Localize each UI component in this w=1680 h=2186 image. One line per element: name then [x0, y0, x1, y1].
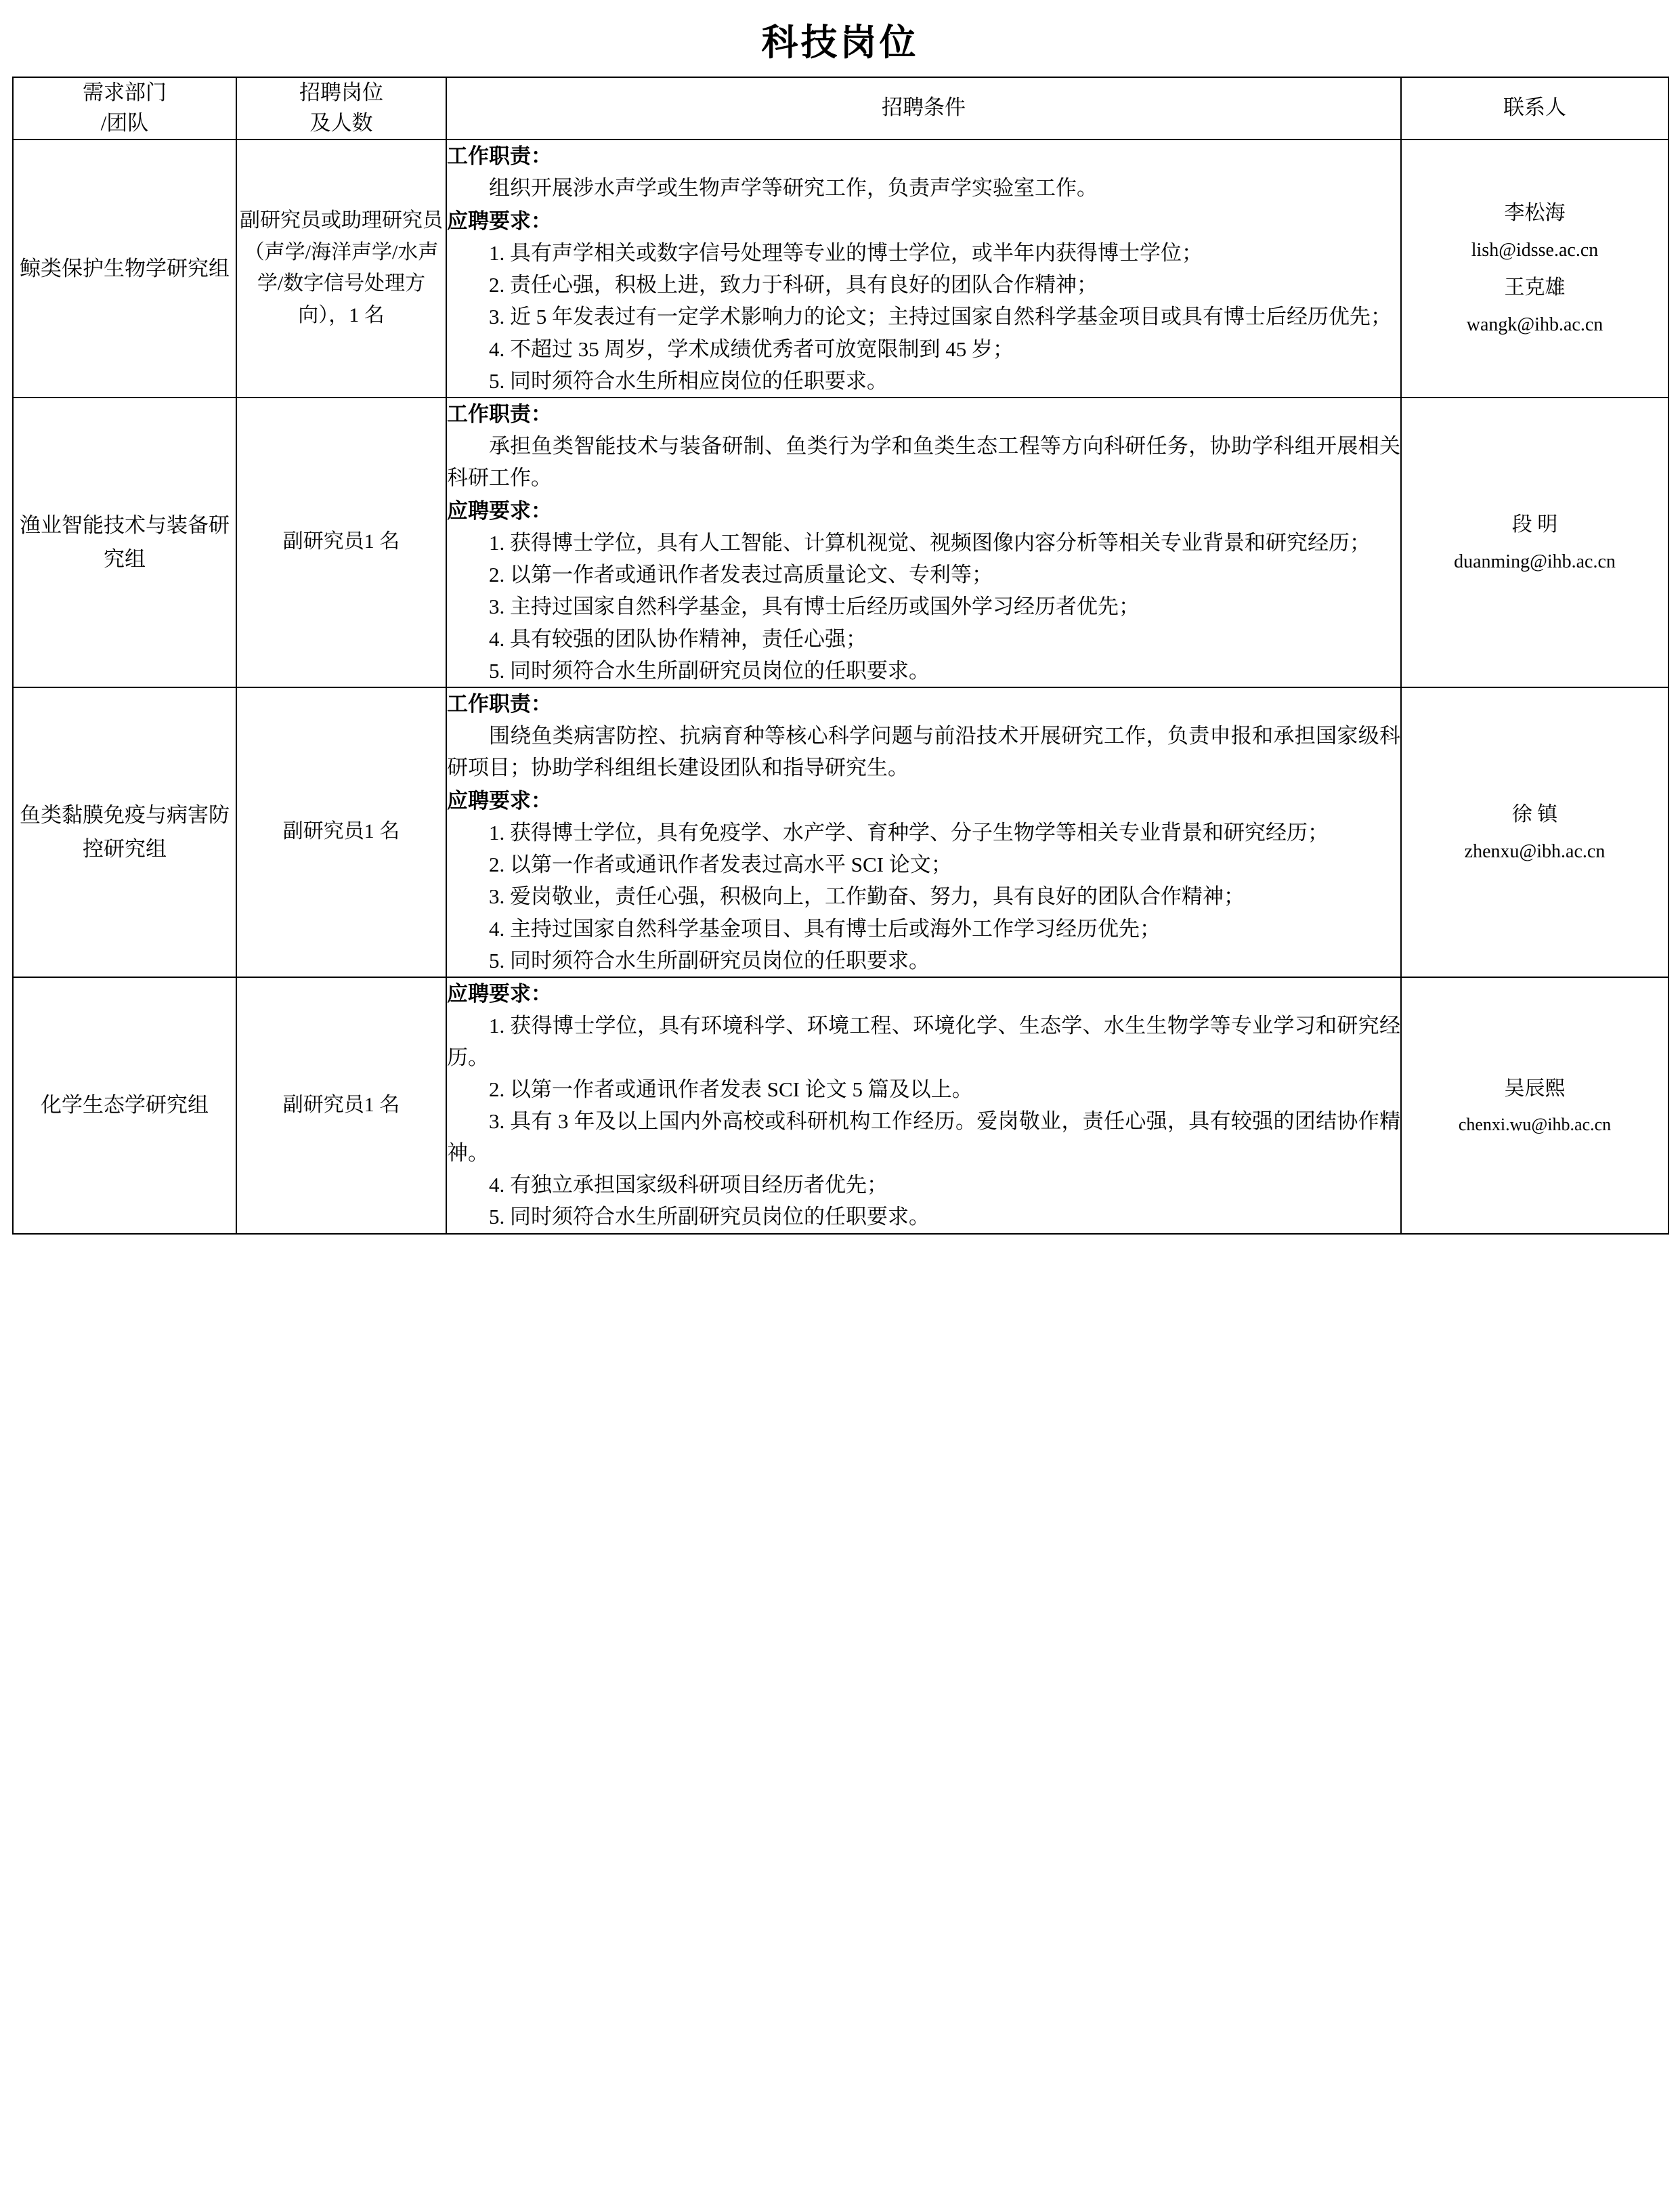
- duty-text: 承担鱼类智能技术与装备研制、鱼类行为学和鱼类生态工程等方向科研任务，协助学科组开展相关科研工作。: [447, 433, 1400, 490]
- requirement-item: 4. 有独立承担国家级科研项目经历者优先；: [489, 1173, 888, 1197]
- contact-email[interactable]: lish@idsse.ac.cn: [1471, 240, 1599, 261]
- requirement-item: 1. 获得博士学位，具有环境科学、环境工程、环境化学、生态学、水生生物学等专业学习和研究经历。: [447, 1013, 1400, 1069]
- requirement-item: 5. 同时须符合水生所副研究员岗位的任职要求。: [489, 658, 930, 683]
- requirement-title: 应聘要求：: [447, 789, 552, 813]
- cell-requirements: [446, 687, 1401, 977]
- cell-contact: [1401, 687, 1668, 977]
- contact-email[interactable]: wangk@ihb.ac.cn: [1466, 314, 1603, 336]
- requirement-title: 应聘要求：: [447, 981, 552, 1006]
- page-title: 科技岗位: [761, 22, 919, 63]
- duty-title: 工作职责：: [447, 144, 552, 168]
- cell-contact: [1401, 977, 1668, 1234]
- duty-text: 围绕鱼类病害防控、抗病育种等核心科学问题与前沿技术开展研究工作，负责申报和承担国家级科研项目；协助学科组组长建设团队和指导研究生。: [447, 723, 1400, 779]
- table-header-row: [13, 77, 1668, 140]
- column-header-department: 需求部门 /团队: [13, 77, 236, 140]
- cell-position: 副研究员或助理研究员（声学/海洋声学/水声学/数字信号处理方向），1 名: [236, 140, 446, 398]
- requirement-item: 2. 以第一作者或通讯作者发表 SCI 论文 5 篇及以上。: [489, 1077, 973, 1102]
- cell-position: 副研究员1 名: [236, 398, 446, 687]
- contact-name: 徐 镇: [1511, 802, 1558, 826]
- duty-text: 组织开展涉水声学或生物声学等研究工作，负责声学实验室工作。: [489, 175, 1098, 200]
- requirement-item: 5. 同时须符合水生所相应岗位的任职要求。: [489, 368, 888, 393]
- cell-position: 副研究员1 名: [236, 977, 446, 1234]
- requirement-item: 3. 爱岗敬业，责任心强，积极向上，工作勤奋、努力，具有良好的团队合作精神；: [489, 884, 1245, 909]
- cell-contact: [1401, 398, 1668, 687]
- requirement-item: 1. 具有声学相关或数字信号处理等专业的博士学位，或半年内获得博士学位；: [489, 241, 1203, 265]
- table-row: [13, 687, 1668, 977]
- cell-contact: [1401, 140, 1668, 398]
- cell-department: 鲸类保护生物学研究组: [13, 140, 236, 398]
- requirement-item: 1. 获得博士学位，具有免疫学、水产学、育种学、分子生物学等相关专业背景和研究经历；: [489, 821, 1329, 845]
- cell-department: 化学生态学研究组: [13, 977, 236, 1234]
- requirement-title: 应聘要求：: [447, 209, 552, 234]
- contact-name: 李松海: [1504, 202, 1566, 225]
- requirement-item: 2. 以第一作者或通讯作者发表过高质量论文、专利等；: [489, 563, 993, 587]
- requirement-item: 2. 以第一作者或通讯作者发表过高水平 SCI 论文；: [489, 853, 952, 877]
- contact-email[interactable]: duanming@ihb.ac.cn: [1454, 551, 1616, 572]
- duty-title: 工作职责：: [447, 691, 552, 716]
- column-header-contact: 联系人: [1401, 77, 1668, 140]
- cell-department: 渔业智能技术与装备研究组: [13, 398, 236, 687]
- contact-email[interactable]: zhenxu@ibh.ac.cn: [1464, 840, 1606, 862]
- requirement-title: 应聘要求：: [447, 499, 552, 523]
- column-header-position: 招聘岗位 及人数: [236, 77, 446, 140]
- cell-position: 副研究员1 名: [236, 687, 446, 977]
- column-header-requirements: 招聘条件: [446, 77, 1401, 140]
- contact-name: 吴辰熙: [1504, 1077, 1566, 1100]
- requirement-item: 5. 同时须符合水生所副研究员岗位的任职要求。: [489, 948, 930, 972]
- cell-requirements: [446, 398, 1401, 687]
- cell-department: 鱼类黏膜免疫与病害防控研究组: [13, 687, 236, 977]
- jobs-table: [12, 77, 1669, 1235]
- cell-requirements: [446, 977, 1401, 1234]
- contact-name: 王克雄: [1504, 276, 1566, 299]
- cell-requirements: [446, 140, 1401, 398]
- duty-title: 工作职责：: [447, 402, 552, 426]
- requirement-item: 4. 具有较强的团队协作精神，责任心强；: [489, 626, 867, 651]
- requirement-item: 3. 主持过国家自然科学基金，具有博士后经历或国外学习经历者优先；: [489, 595, 1140, 619]
- requirement-item: 1. 获得博士学位，具有人工智能、计算机视觉、视频图像内容分析等相关专业背景和研究经历；: [489, 531, 1371, 555]
- requirement-item: 4. 不超过 35 周岁，学术成绩优秀者可放宽限制到 45 岁；: [489, 337, 1014, 361]
- contact-email[interactable]: chenxi.wu@ihb.ac.cn: [1458, 1114, 1612, 1134]
- requirement-item: 2. 责任心强，积极上进，致力于科研，具有良好的团队合作精神；: [489, 273, 1098, 297]
- requirement-item: 3. 近 5 年发表过有一定学术影响力的论文；主持过国家自然科学基金项目或具有博士后经历优先；: [489, 305, 1392, 329]
- table-row: [13, 977, 1668, 1234]
- contact-name: 段 明: [1511, 513, 1558, 536]
- requirement-item: 4. 主持过国家自然科学基金项目、具有博士后或海外工作学习经历优先；: [489, 916, 1161, 941]
- table-row: [13, 398, 1668, 687]
- table-row: [13, 140, 1668, 398]
- requirement-item: 5. 同时须符合水生所副研究员岗位的任职要求。: [489, 1205, 930, 1229]
- requirement-item: 3. 具有 3 年及以上国内外高校或科研机构工作经历。爱岗敬业，责任心强，具有较强的团结协作精神。: [447, 1109, 1400, 1165]
